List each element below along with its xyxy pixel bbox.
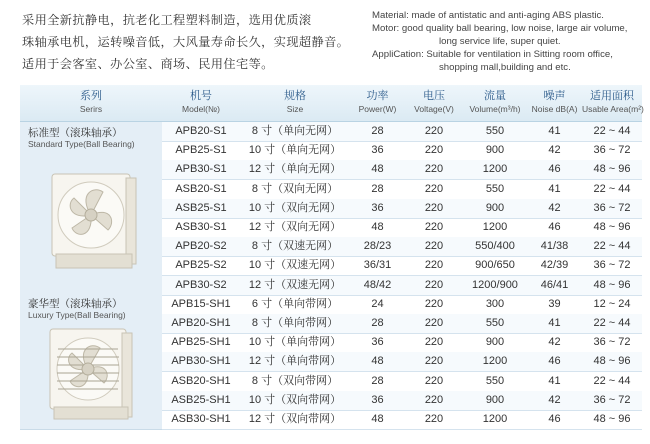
standard-fan-image	[48, 170, 140, 272]
cell-area: 48 ~ 96	[593, 221, 631, 233]
table-row	[162, 199, 642, 219]
cell-area: 22 ~ 44	[593, 317, 631, 329]
cell-model: APB25-S1	[175, 144, 227, 157]
cell-volume: 300	[485, 297, 505, 310]
cell-voltage: 220	[424, 413, 444, 425]
cell-area: 36 ~ 72	[593, 393, 631, 406]
cell-model: APB20-S2	[175, 240, 227, 253]
cell-model: ASB20-SH1	[171, 374, 231, 387]
intro-english	[372, 9, 647, 74]
table-row	[162, 410, 642, 430]
header-size: 规格 Size	[284, 89, 306, 114]
intro-en-line: long service life, super quiet.	[439, 36, 561, 47]
cell-power: 28	[371, 125, 384, 137]
table-row	[162, 314, 642, 334]
cell-area: 36 ~ 72	[593, 336, 631, 349]
cell-power: 36/31	[363, 259, 392, 272]
cell-volume: 900	[485, 201, 505, 214]
intro-en-line: shopping mall,building and etc.	[439, 62, 571, 73]
table-row	[162, 256, 642, 276]
cell-model: APB15-SH1	[171, 297, 231, 310]
cell-model: APB20-SH1	[171, 317, 231, 329]
cell-size: 12 寸（双向无网）	[248, 221, 342, 233]
cell-voltage: 220	[424, 240, 444, 253]
cell-noise: 41	[548, 182, 561, 195]
cell-model: APB30-S1	[175, 163, 227, 176]
cell-size: 10 寸（双向无网）	[248, 201, 342, 214]
table-row	[162, 295, 642, 315]
cell-model: ASB30-S1	[175, 221, 227, 233]
cell-voltage: 220	[424, 125, 444, 137]
cell-size: 8 寸（单向无网）	[251, 125, 339, 137]
cell-model: ASB20-S1	[175, 182, 227, 195]
cell-volume: 550	[485, 182, 505, 195]
cell-area: 48 ~ 96	[593, 355, 631, 368]
series-name-en: Luxury Type(Ball Bearing)	[28, 310, 126, 320]
cell-power: 36	[371, 144, 384, 157]
cell-volume: 900	[485, 336, 505, 349]
cell-noise: 41	[548, 317, 561, 329]
cell-volume: 900	[485, 393, 505, 406]
cell-voltage: 220	[424, 393, 444, 406]
cell-power: 48	[371, 221, 384, 233]
cell-power: 36	[371, 201, 384, 214]
intro-chinese	[22, 9, 357, 75]
intro-en-line: Motor: good quality ball bearing, low noise, large air volume,	[372, 23, 628, 34]
cell-voltage: 220	[424, 317, 444, 329]
cell-volume: 550/400	[475, 240, 515, 253]
cell-noise: 46	[548, 221, 561, 233]
cell-noise: 41/38	[540, 240, 569, 253]
cell-noise: 42	[548, 393, 561, 406]
intro-cn-line: 珠轴承电机，运转噪音低，大风量寿命长久，实现超静音。	[22, 35, 350, 49]
cell-model: ASB30-SH1	[171, 413, 231, 425]
table-row	[162, 276, 642, 296]
cell-area: 22 ~ 44	[593, 374, 631, 387]
cell-noise: 39	[548, 297, 561, 310]
cell-noise: 42	[548, 201, 561, 214]
cell-area: 22 ~ 44	[593, 125, 631, 137]
cell-voltage: 220	[424, 221, 444, 233]
table-row	[162, 180, 642, 200]
cell-area: 12 ~ 24	[593, 297, 631, 310]
header-area: 适用面积 Usable Area(m²)	[582, 89, 644, 114]
cell-size: 8 寸（双速无网）	[251, 240, 339, 253]
cell-area: 48 ~ 96	[593, 278, 631, 291]
cell-size: 12 寸（单向带网）	[248, 355, 342, 368]
cell-power: 24	[371, 297, 384, 310]
table-row	[162, 218, 642, 238]
header-volume: 流量 Volume(m³/h)	[469, 89, 521, 114]
cell-noise: 46	[548, 413, 561, 425]
cell-size: 10 寸（单向无网）	[248, 144, 342, 157]
cell-voltage: 220	[424, 278, 444, 291]
cell-power: 28	[371, 317, 384, 329]
cell-volume: 1200	[482, 221, 508, 233]
cell-noise: 46	[548, 163, 561, 176]
cell-size: 8 寸（双向无网）	[251, 182, 339, 195]
cell-volume: 1200/900	[472, 278, 518, 291]
cell-model: ASB25-S1	[175, 201, 227, 214]
cell-model: APB30-S2	[175, 278, 227, 291]
table-header	[20, 85, 642, 122]
cell-voltage: 220	[424, 355, 444, 368]
cell-power: 28	[371, 182, 384, 195]
table-row	[162, 352, 642, 372]
cell-noise: 46/41	[540, 278, 569, 291]
intro-cn-line: 适用于会客室、办公室、商场、民用住宅等。	[22, 57, 274, 71]
cell-model: APB25-S2	[175, 259, 227, 272]
series-luxury	[20, 293, 162, 430]
cell-voltage: 220	[424, 144, 444, 157]
cell-model: APB25-SH1	[171, 336, 231, 349]
intro-cn-line: 采用全新抗静电，抗老化工程塑料制造，选用优质滚	[22, 13, 312, 27]
header-noise: 噪声 Noise dB(A)	[531, 89, 578, 114]
cell-noise: 41	[548, 125, 561, 137]
cell-model: APB20-S1	[175, 125, 227, 137]
luxury-fan-image	[46, 325, 136, 423]
cell-power: 36	[371, 336, 384, 349]
table-row	[162, 372, 642, 392]
cell-area: 22 ~ 44	[593, 240, 631, 253]
cell-volume: 1200	[482, 355, 508, 368]
cell-size: 10 寸（双向带网）	[248, 393, 342, 406]
cell-noise: 42	[548, 336, 561, 349]
cell-power: 48	[371, 163, 384, 176]
cell-power: 48/42	[363, 278, 392, 291]
cell-size: 6 寸（单向带网）	[251, 297, 339, 310]
series-name: 标准型（滚珠轴承）	[28, 127, 123, 139]
cell-area: 48 ~ 96	[593, 413, 631, 425]
header-voltage: 电压 Voltage(V)	[414, 89, 454, 114]
cell-area: 36 ~ 72	[593, 259, 631, 272]
cell-volume: 550	[485, 125, 505, 137]
series-name: 豪华型（滚珠轴承）	[28, 298, 123, 310]
table-row	[162, 333, 642, 353]
cell-volume: 900	[485, 144, 505, 157]
header-series: 系列 Serirs	[79, 89, 103, 114]
cell-power: 28/23	[363, 240, 392, 253]
table-row	[162, 141, 642, 161]
header-power: 功率 Power(W)	[358, 89, 397, 114]
cell-noise: 42/39	[540, 259, 569, 272]
cell-volume: 550	[485, 374, 505, 387]
cell-voltage: 220	[424, 182, 444, 195]
cell-voltage: 220	[424, 297, 444, 310]
cell-size: 8 寸（双向带网）	[251, 374, 339, 387]
cell-size: 12 寸（双向带网）	[248, 413, 342, 425]
cell-model: APB30-SH1	[171, 355, 231, 368]
cell-power: 48	[371, 355, 384, 368]
cell-power: 36	[371, 393, 384, 406]
spec-table	[20, 85, 642, 429]
cell-volume: 550	[485, 317, 505, 329]
cell-noise: 41	[548, 374, 561, 387]
cell-noise: 42	[548, 144, 561, 157]
cell-noise: 46	[548, 355, 561, 368]
intro-en-line: Material: made of antistatic and anti-aging ABS plastic.	[372, 10, 604, 21]
cell-size: 12 寸（单向无网）	[248, 163, 342, 176]
cell-size: 10 寸（双速无网）	[248, 259, 342, 272]
cell-voltage: 220	[424, 163, 444, 176]
table-row	[162, 237, 642, 257]
cell-size: 12 寸（双速无网）	[248, 278, 342, 291]
series-column	[20, 122, 162, 429]
series-standard	[20, 122, 162, 294]
cell-area: 48 ~ 96	[593, 163, 631, 176]
intro-en-line: AppliCation: Suitable for ventilation in Sitting room office,	[372, 49, 613, 60]
cell-volume: 900/650	[475, 259, 515, 272]
cell-size: 8 寸（单向带网）	[251, 317, 339, 329]
cell-power: 28	[371, 374, 384, 387]
cell-area: 36 ~ 72	[593, 201, 631, 214]
cell-volume: 1200	[482, 163, 508, 176]
cell-power: 48	[371, 413, 384, 425]
header-model: 机号 Model(№)	[182, 89, 220, 114]
cell-area: 36 ~ 72	[593, 144, 631, 157]
cell-voltage: 220	[424, 374, 444, 387]
cell-size: 10 寸（单向带网）	[248, 336, 342, 349]
cell-model: ASB25-SH1	[171, 393, 231, 406]
cell-voltage: 220	[424, 201, 444, 214]
cell-area: 22 ~ 44	[593, 182, 631, 195]
cell-volume: 1200	[482, 413, 508, 425]
cell-voltage: 220	[424, 336, 444, 349]
table-row	[162, 122, 642, 142]
table-row	[162, 391, 642, 411]
table-row	[162, 160, 642, 180]
series-name-en: Standard Type(Ball Bearing)	[28, 139, 135, 149]
cell-voltage: 220	[424, 259, 444, 272]
